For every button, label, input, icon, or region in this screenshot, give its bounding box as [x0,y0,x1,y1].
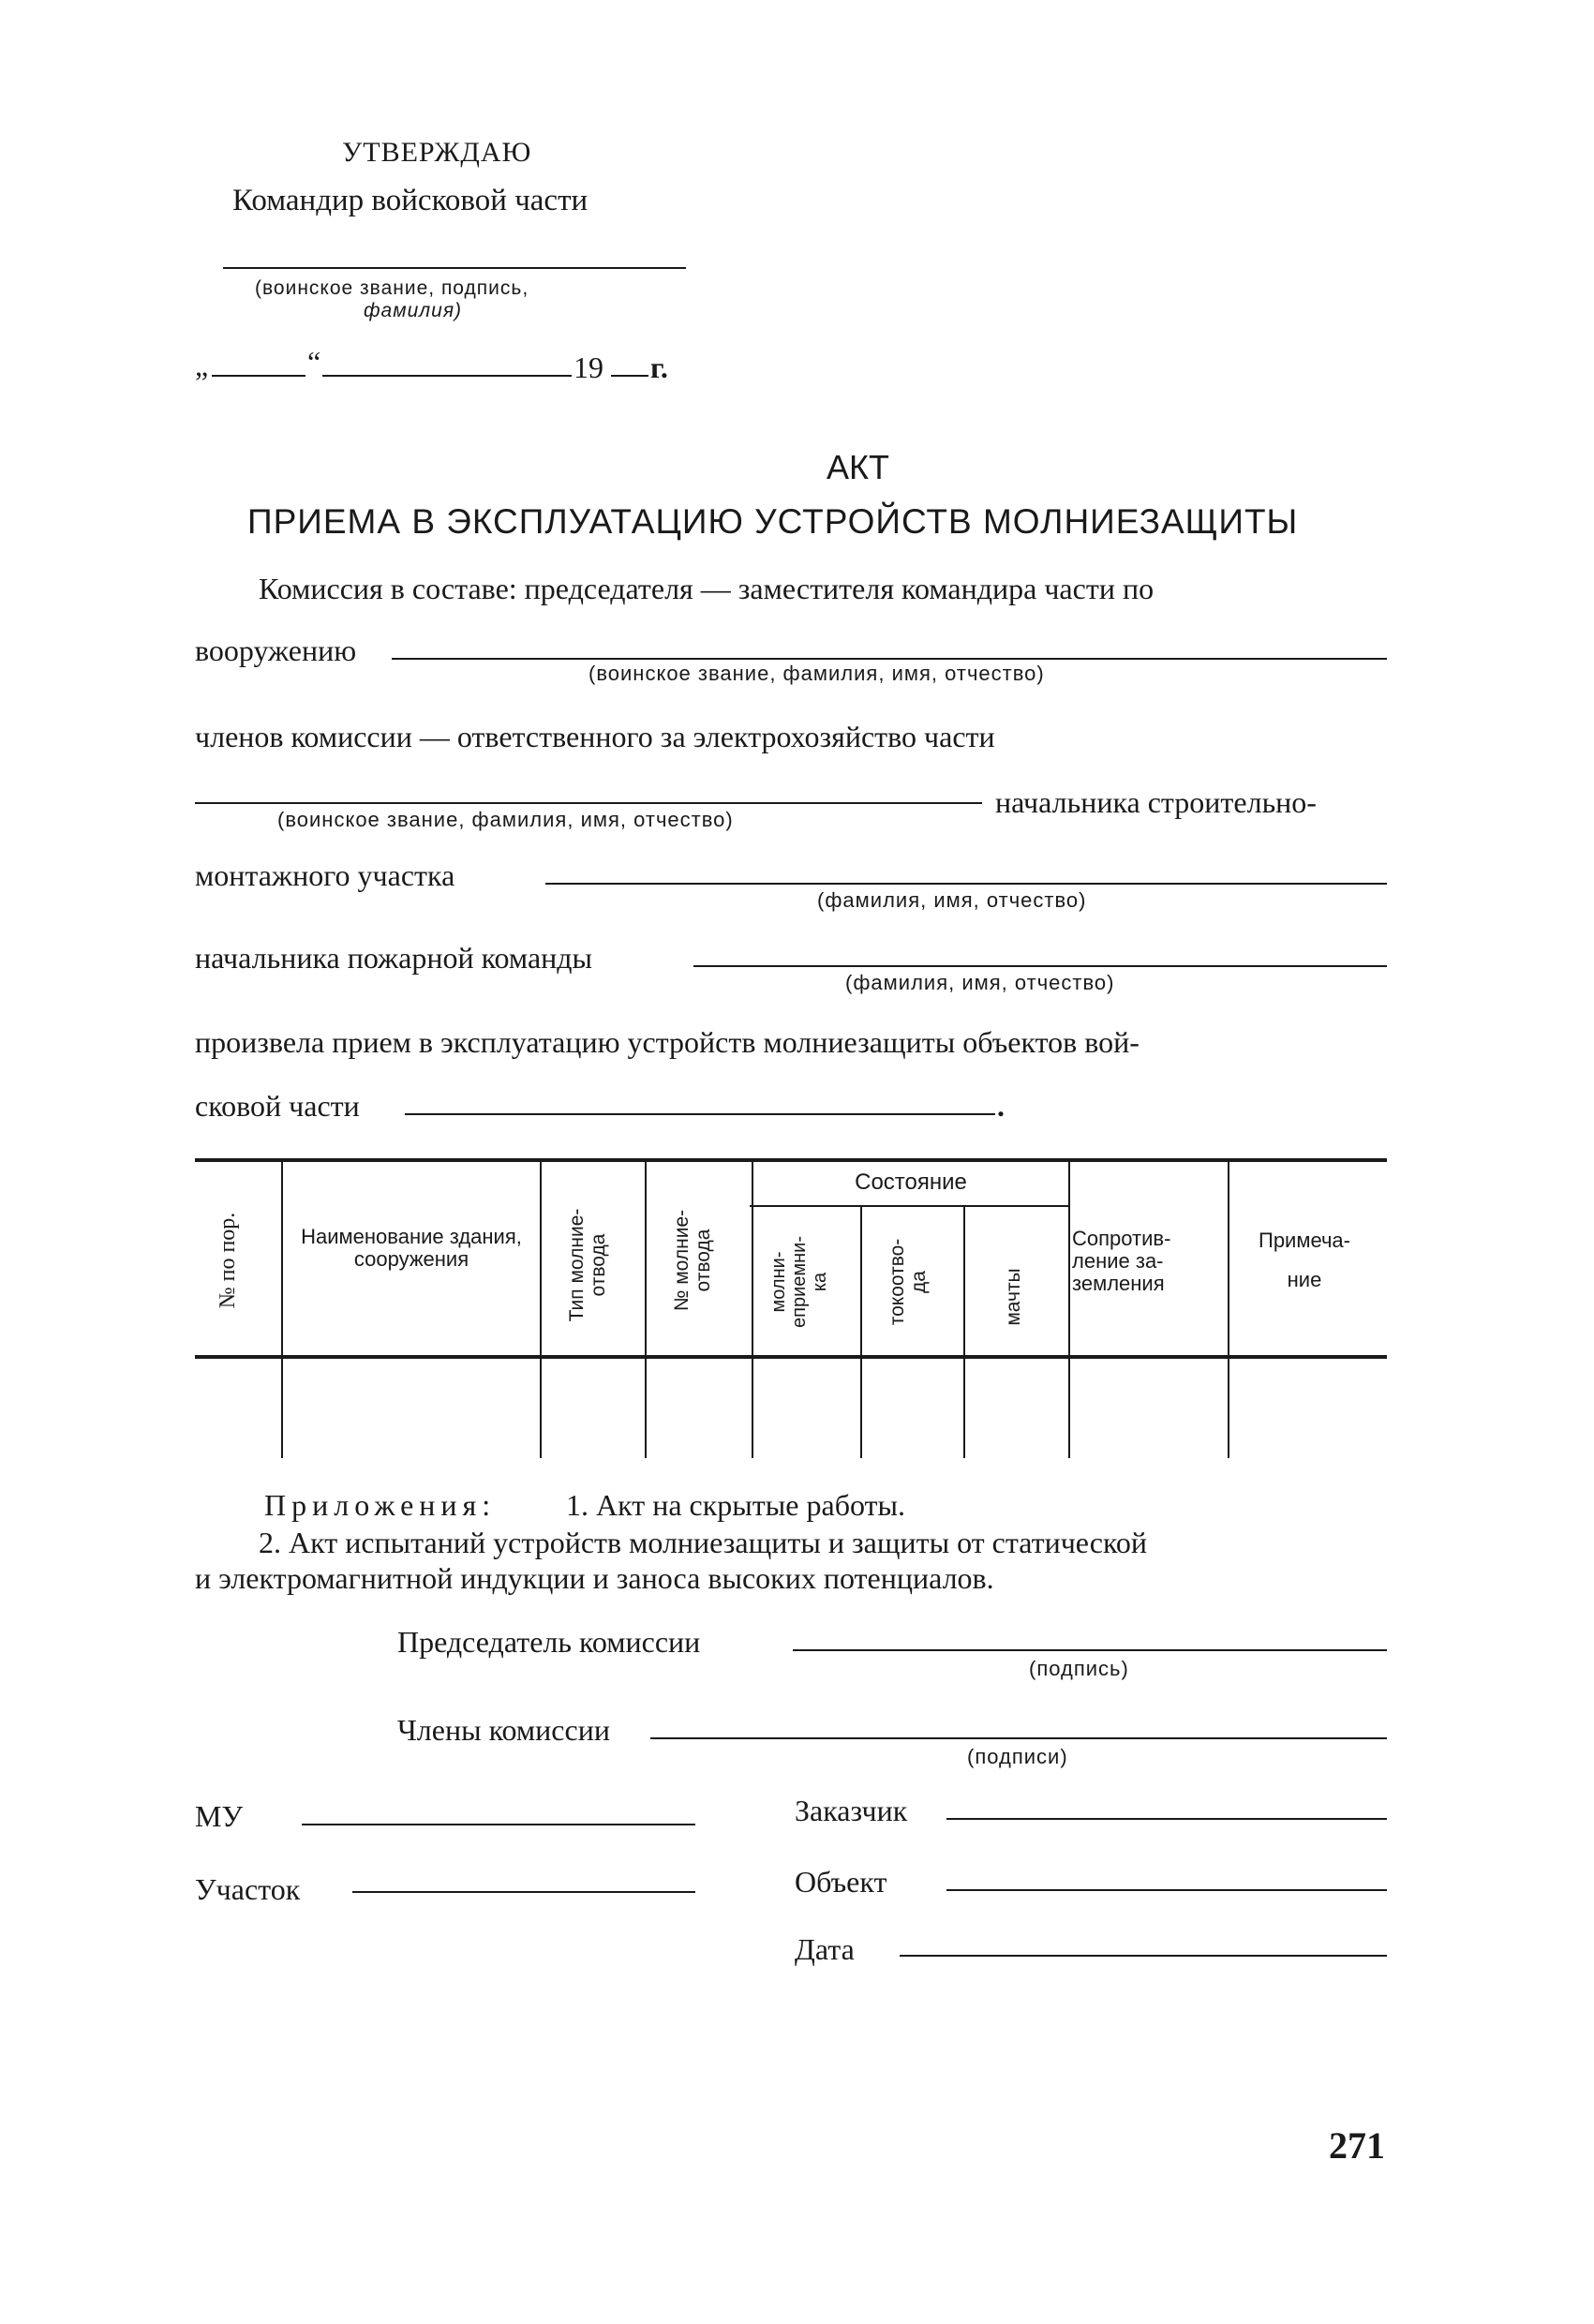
electric-responsible-caption: (воинское звание, фамилия, имя, отчество) [277,808,734,831]
date-quote-mid: “ [307,345,321,379]
section-line[interactable] [352,1891,695,1893]
date-day-line[interactable] [212,375,305,377]
approval-position: Командир войсковой части [232,184,588,217]
mu-line[interactable] [302,1824,695,1825]
armament-label: вооружению [195,633,357,667]
object-line[interactable] [946,1889,1387,1891]
members-signature-caption: (подписи) [967,1745,1068,1768]
unit-line-end: . [997,1089,1005,1123]
appendix-label: Приложения: [264,1488,497,1522]
unit-label: сковой части [195,1089,360,1123]
act-title: АКТ [827,448,889,486]
section-label: Участок [195,1872,301,1906]
members-line: членов комиссии — ответственного за электрохозяйство части [195,720,995,753]
col-header-down-conductor: токоотво- да [886,1238,930,1326]
fire-brigade-line[interactable] [693,965,1387,967]
commission-line: Комиссия в составе: председателя — заместителя командира части по [259,572,1155,605]
date-year-line[interactable] [611,375,648,377]
chairman-line[interactable] [392,658,1387,660]
page-number: 271 [1329,2124,1385,2167]
state-group-rule [750,1205,1068,1207]
date-label: Дата [795,1932,855,1966]
acceptance-line: произвела прием в эксплуатацию устройств молниезащиты объектов вой- [195,1025,1140,1059]
approval-signature-line[interactable] [223,267,686,269]
fire-brigade-label: начальника пожарной команды [195,941,593,975]
unit-line[interactable] [405,1113,995,1115]
construction-head-label: начальника строительно- [995,785,1317,819]
chairman-signature-line[interactable] [793,1649,1387,1651]
members-signature-line[interactable] [650,1737,1387,1739]
col-header-resistance: Сопротив- ление за- земления [1072,1227,1171,1295]
assembly-section-line[interactable] [545,883,1387,885]
assembly-section-caption: (фамилия, имя, отчество) [817,888,1087,912]
customer-line[interactable] [946,1818,1387,1820]
date-year-suffix: г. [650,350,668,384]
col-header-lightning-rod-number: № молние- отвода [671,1209,714,1312]
appendix-item-2-cont: и электромагнитной индукции и заноса высоких потенциалов. [195,1561,994,1595]
col-header-note: Примеча- ние [1259,1229,1350,1291]
approval-caption-2: фамилия) [364,300,463,321]
col-header-number: № по пор. [216,1212,240,1309]
object-label: Объект [795,1865,887,1899]
mu-label: МУ [195,1799,244,1833]
chairman-signature-caption: (подпись) [1029,1657,1129,1680]
date-month-line[interactable] [322,375,572,377]
approval-title: УТВЕРЖДАЮ [342,137,532,168]
col-header-state: Состояние [855,1169,967,1195]
col-header-air-terminal: молни- еприемни- ка [768,1236,830,1328]
date-year-prefix: 19 [574,350,603,384]
date-quote-open: „ [195,349,209,382]
table-header-rule [195,1355,1387,1359]
members-signature-label: Члены комиссии [397,1713,610,1747]
appendix-item-1: 1. Акт на скрытые работы. [566,1488,906,1522]
col-header-name: Наименование здания, сооружения [301,1225,522,1271]
col-header-type: Тип молние- отвода [566,1208,609,1322]
appendix-item-2: 2. Акт испытаний устройств молниезащиты и защиты от статической [259,1526,1148,1559]
chairman-caption: (воинское звание, фамилия, имя, отчество) [588,662,1045,685]
col-header-mast: мачты [1003,1268,1024,1326]
table-row[interactable] [195,1361,1387,1458]
chairman-signature-label: Председатель комиссии [397,1625,701,1659]
fire-brigade-caption: (фамилия, имя, отчество) [845,971,1115,994]
customer-label: Заказчик [795,1794,908,1827]
table-top-rule [195,1158,1387,1162]
electric-responsible-line[interactable] [195,802,982,804]
act-subtitle: ПРИЕМА В ЭКСПЛУАТАЦИЮ УСТРОЙСТВ МОЛНИЕЗАЩИТЫ [247,502,1299,541]
assembly-section-label: монтажного участка [195,858,455,892]
approval-caption-1: (воинское звание, подпись, [255,277,529,299]
date-line[interactable] [900,1955,1387,1957]
